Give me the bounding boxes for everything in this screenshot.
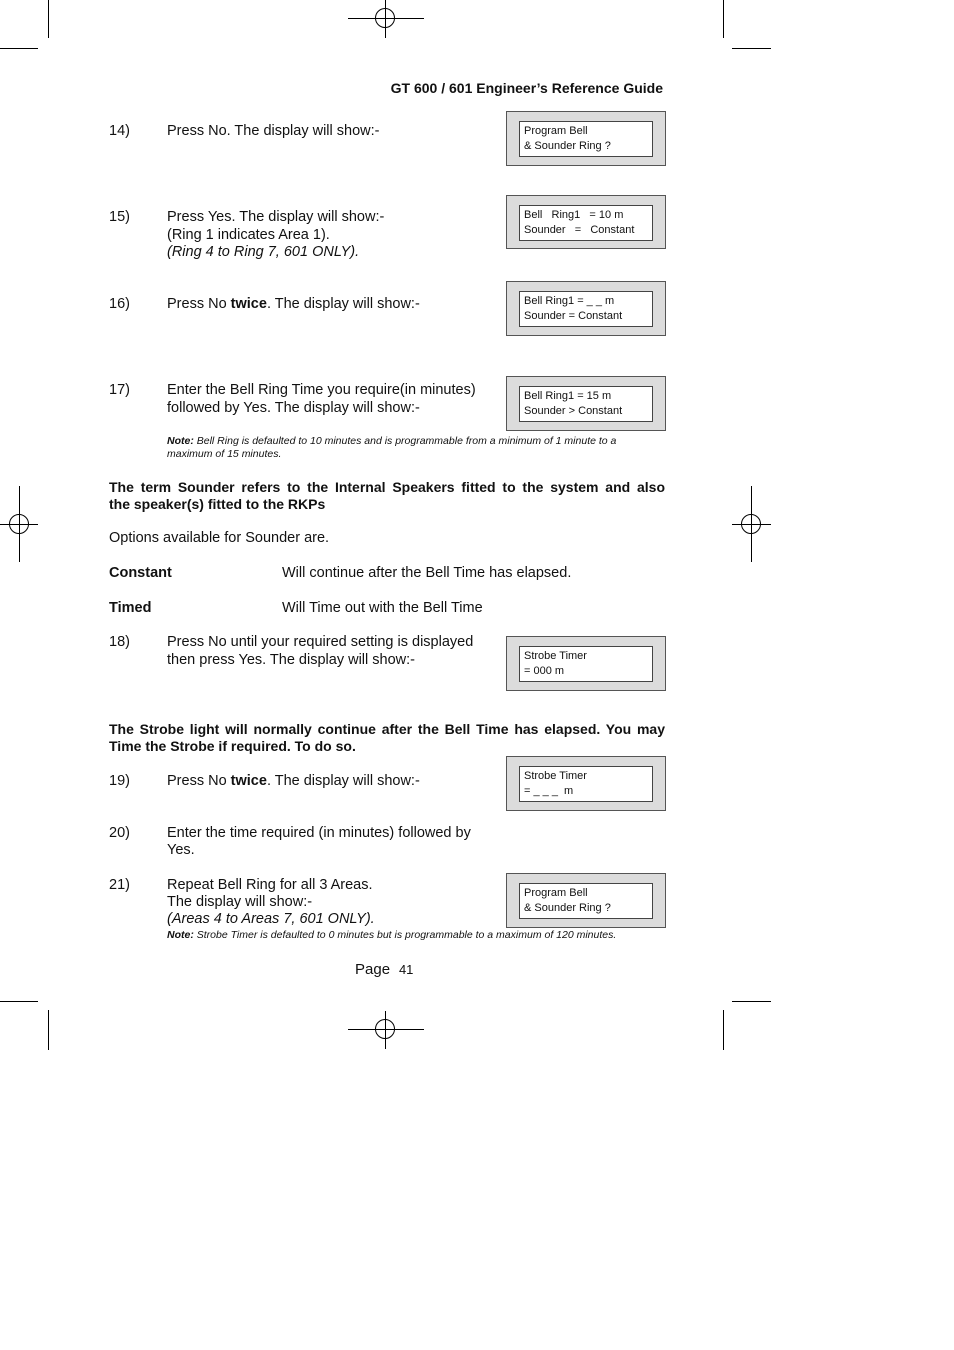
step-text: Press Yes. The display will show:- xyxy=(167,209,385,225)
bold-paragraph: Time the Strobe if required. To do so. xyxy=(109,738,356,754)
lcd-screen xyxy=(519,205,653,241)
step-text: Repeat Bell Ring for all 3 Areas. xyxy=(167,877,373,893)
step-text-part: Press No xyxy=(167,296,231,312)
crop-mark xyxy=(0,1001,38,1002)
step-number: 19) xyxy=(109,773,130,789)
bold-paragraph: the speaker(s) fitted to the RKPs xyxy=(109,496,326,512)
step-text-italic: (Areas 4 to Areas 7, 601 ONLY). xyxy=(167,911,375,927)
step-text-part: . The display will show:- xyxy=(266,773,420,789)
lcd-line: Bell Ring1 = 10 m xyxy=(524,209,624,221)
lcd-line: Sounder = Constant xyxy=(524,310,623,322)
display-panel xyxy=(506,873,666,928)
step-text xyxy=(167,296,420,313)
step-text-part: . The display will show:- xyxy=(266,296,420,312)
crop-mark xyxy=(723,0,724,38)
lcd-screen xyxy=(519,883,653,919)
step-text-italic: (Ring 4 to Ring 7, 601 ONLY). xyxy=(167,244,360,260)
lcd-screen xyxy=(519,766,653,802)
display-panel xyxy=(506,376,666,431)
lcd-line: & Sounder Ring ? xyxy=(524,140,611,152)
note xyxy=(167,929,616,943)
crop-mark xyxy=(48,1010,49,1050)
crop-mark xyxy=(0,48,38,49)
note-text: Bell Ring is defaulted to 10 minutes and is programmable from a minimum of 1 minute to a xyxy=(193,435,617,447)
option-description: Will continue after the Bell Time has elapsed. xyxy=(282,565,572,581)
note xyxy=(167,435,616,449)
crop-mark xyxy=(48,0,49,38)
step-number: 21) xyxy=(109,877,130,893)
option-term: Timed xyxy=(109,600,152,616)
step-text: Enter the Bell Ring Time you require(in minutes) xyxy=(167,382,476,398)
step-text: The display will show:- xyxy=(167,894,313,910)
option-description: Will Time out with the Bell Time xyxy=(282,600,483,616)
lcd-line: = 000 m xyxy=(524,665,565,677)
step-text: Yes. xyxy=(167,842,195,858)
lcd-screen xyxy=(519,646,653,682)
bold-paragraph: The Strobe light will normally continue after the Bell Time has elapsed. You may xyxy=(109,721,665,737)
step-text: Press No. The display will show:- xyxy=(167,123,380,139)
crop-mark xyxy=(723,1010,724,1050)
registration-circle xyxy=(375,8,395,28)
note-label: Note: xyxy=(167,929,194,941)
step-text-bold: twice xyxy=(230,773,267,789)
page-header-title: GT 600 / 601 Engineer’s Reference Guide xyxy=(390,80,663,96)
step-text: followed by Yes. The display will show:- xyxy=(167,400,420,416)
registration-circle xyxy=(741,514,761,534)
lcd-line: & Sounder Ring ? xyxy=(524,902,611,914)
note-label: Note: xyxy=(167,435,194,447)
option-term: Constant xyxy=(109,565,172,581)
lcd-line: = _ _ _ m xyxy=(524,785,574,797)
lcd-line: Sounder > Constant xyxy=(524,405,623,417)
page-label: Page xyxy=(355,961,391,978)
step-text: (Ring 1 indicates Area 1). xyxy=(167,227,330,243)
lcd-line: Program Bell xyxy=(524,887,588,899)
lcd-line: Strobe Timer xyxy=(524,770,587,782)
step-text xyxy=(167,773,420,790)
lcd-line: Bell Ring1 = 15 m xyxy=(524,390,612,402)
registration-circle xyxy=(9,514,29,534)
step-text: Press No until your required setting is displayed xyxy=(167,634,474,650)
lcd-screen xyxy=(519,121,653,157)
paragraph: Options available for Sounder are. xyxy=(109,530,330,546)
registration-circle xyxy=(375,1019,395,1039)
step-number: 17) xyxy=(109,382,130,398)
step-text-bold: twice xyxy=(230,296,267,312)
note-text: Strobe Timer is defaulted to 0 minutes but is programmable to a maximum of 120 minutes. xyxy=(193,929,617,941)
step-number: 20) xyxy=(109,825,130,841)
bold-paragraph: The term Sounder refers to the Internal Speakers fitted to the system and also xyxy=(109,479,665,495)
lcd-screen xyxy=(519,291,653,327)
note-text: maximum of 15 minutes. xyxy=(167,448,282,460)
display-panel xyxy=(506,756,666,811)
step-number: 15) xyxy=(109,209,130,225)
display-panel xyxy=(506,195,666,249)
display-panel xyxy=(506,111,666,166)
crop-mark xyxy=(732,1001,771,1002)
step-text: Enter the time required (in minutes) followed by xyxy=(167,825,471,841)
step-number: 18) xyxy=(109,634,130,650)
page-footer xyxy=(355,961,413,979)
step-number: 14) xyxy=(109,123,130,139)
page-number: 41 xyxy=(398,962,414,977)
lcd-line: Bell Ring1 = _ _ m xyxy=(524,295,615,307)
display-panel xyxy=(506,636,666,691)
lcd-line: Program Bell xyxy=(524,125,588,137)
display-panel xyxy=(506,281,666,336)
step-number: 16) xyxy=(109,296,130,312)
lcd-screen xyxy=(519,386,653,422)
crop-mark xyxy=(732,48,771,49)
lcd-line: Sounder = Constant xyxy=(524,224,635,236)
step-text: then press Yes. The display will show:- xyxy=(167,652,415,668)
step-text-part: Press No xyxy=(167,773,231,789)
lcd-line: Strobe Timer xyxy=(524,650,587,662)
